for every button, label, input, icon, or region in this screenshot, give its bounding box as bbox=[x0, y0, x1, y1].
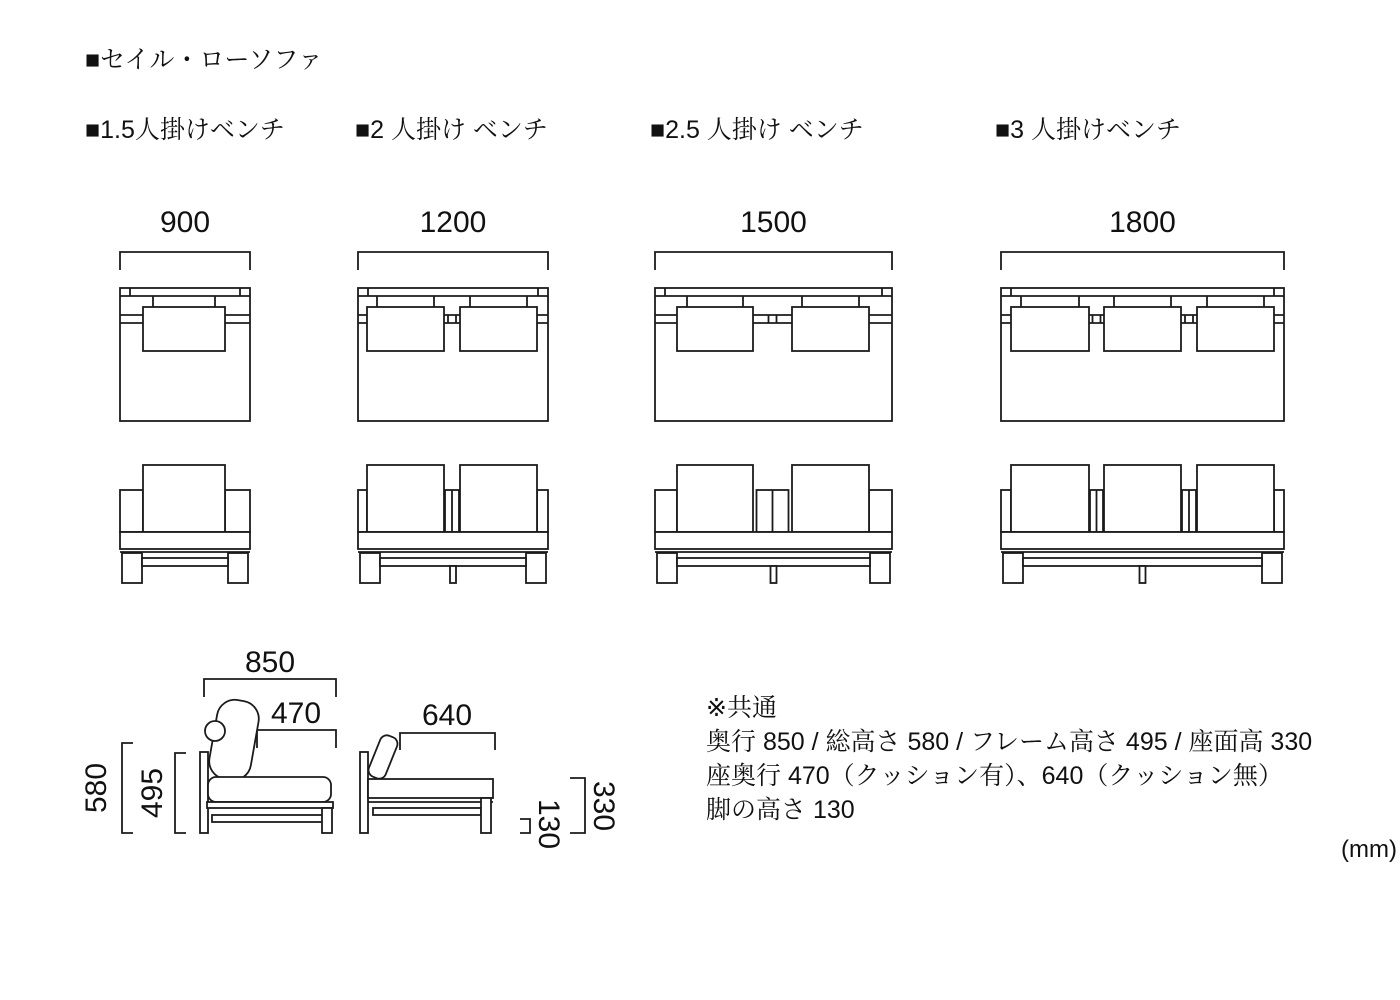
unit-label: (mm) bbox=[1341, 836, 1397, 863]
back-cushion-front bbox=[677, 465, 753, 532]
back-cushion-top bbox=[460, 307, 537, 351]
side-view-with-cushion bbox=[80, 646, 336, 833]
back-cushion-front bbox=[143, 465, 225, 532]
common-notes bbox=[706, 694, 1312, 824]
center-support-leg bbox=[771, 566, 777, 583]
width-dimension-label: 1200 bbox=[419, 206, 487, 239]
section-label: ■2.5 人掛け ベンチ bbox=[650, 116, 864, 144]
top-view bbox=[358, 288, 548, 421]
back-cushion-top bbox=[1104, 307, 1181, 351]
variant-2-seat-bench bbox=[355, 116, 548, 583]
back-cushion-front bbox=[792, 465, 869, 532]
stretcher-rail bbox=[142, 558, 228, 566]
leg bbox=[228, 553, 248, 583]
seat-cushion-front bbox=[120, 532, 250, 549]
leg bbox=[870, 553, 890, 583]
back-cushion-front bbox=[367, 465, 444, 532]
front-leg bbox=[322, 808, 332, 833]
stretcher-rail bbox=[677, 558, 870, 566]
back-cushion-top bbox=[1011, 307, 1089, 351]
width-dimension-bracket bbox=[1001, 252, 1284, 270]
center-support-leg bbox=[450, 566, 456, 583]
seat-cushion-front bbox=[655, 532, 892, 549]
seat-frame-band bbox=[368, 779, 493, 798]
section-label: ■1.5人掛けベンチ bbox=[85, 116, 285, 144]
leg bbox=[1262, 553, 1282, 583]
back-post bbox=[358, 490, 367, 532]
width-dimension-bracket bbox=[655, 252, 892, 270]
section-label: ■3 人掛けベンチ bbox=[995, 116, 1181, 144]
width-dimension-bracket bbox=[120, 252, 250, 270]
leg bbox=[360, 553, 380, 583]
back-cushion-front bbox=[1011, 465, 1089, 532]
notes-heading: ※共通 bbox=[706, 694, 777, 722]
seat-cushion-side bbox=[208, 777, 331, 802]
variant-3-seat-bench bbox=[995, 116, 1284, 583]
back-pad-side bbox=[366, 733, 399, 781]
stretcher-rail bbox=[1023, 558, 1262, 566]
neck-roll-pillow bbox=[205, 721, 225, 741]
section-label: ■2 人掛け ベンチ bbox=[355, 116, 548, 144]
notes-line: 座奥行 470（クッション有）、640（クッション無） bbox=[706, 762, 1283, 790]
width-dimension-label: 1800 bbox=[1109, 206, 1176, 239]
front-view bbox=[120, 465, 250, 583]
back-cushion-front bbox=[460, 465, 537, 532]
back-cushion-top bbox=[367, 307, 444, 351]
width-dimension-label: 1500 bbox=[740, 206, 807, 239]
back-cushion-front bbox=[1197, 465, 1274, 532]
stretcher-rail bbox=[380, 558, 526, 566]
back-post bbox=[869, 490, 892, 532]
stretcher-side bbox=[212, 815, 324, 822]
page-title: ■セイル・ローソファ bbox=[85, 46, 323, 74]
center-support-leg bbox=[1140, 566, 1146, 583]
depth-dimension-label: 850 bbox=[244, 646, 296, 679]
variant-2.5-seat-bench bbox=[650, 116, 892, 583]
top-view bbox=[1001, 288, 1284, 421]
side-view-without-cushion bbox=[360, 699, 620, 849]
width-dimension-bracket bbox=[358, 252, 548, 270]
seat-height-dimension-label: 330 bbox=[587, 780, 620, 832]
seat-frame-band bbox=[207, 802, 333, 808]
top-view bbox=[655, 288, 892, 421]
variant-1.5-seat-bench bbox=[85, 116, 285, 583]
back-cushion-top bbox=[1197, 307, 1274, 351]
back-pad-shape bbox=[366, 733, 399, 781]
top-view bbox=[120, 288, 250, 421]
front-leg bbox=[481, 798, 491, 833]
leg bbox=[657, 553, 677, 583]
seat-depth-dimension-label: 640 bbox=[421, 699, 473, 732]
seat-height-bracket bbox=[570, 778, 585, 833]
back-post bbox=[1274, 490, 1284, 532]
back-cushion-top bbox=[143, 307, 225, 351]
depth-bracket bbox=[204, 679, 336, 697]
total-height-dimension-label: 580 bbox=[80, 762, 113, 814]
notes-line: 脚の高さ 130 bbox=[706, 796, 855, 824]
seat-depth-dimension-label: 470 bbox=[270, 697, 322, 730]
seat-depth-bracket bbox=[257, 730, 336, 748]
back-cushion-top bbox=[677, 307, 753, 351]
seat-cushion-front bbox=[1001, 532, 1284, 549]
leg-height-bracket bbox=[520, 819, 530, 833]
front-view bbox=[1001, 465, 1284, 583]
front-view bbox=[358, 465, 548, 583]
leg bbox=[1003, 553, 1023, 583]
notes-line: 奥行 850 / 総高さ 580 / フレーム高さ 495 / 座面高 330 bbox=[706, 728, 1313, 756]
total-height-bracket bbox=[122, 743, 133, 833]
leg bbox=[526, 553, 546, 583]
back-cushion-front bbox=[1104, 465, 1181, 532]
back-cushion-top bbox=[792, 307, 869, 351]
seat-cushion-front bbox=[358, 532, 548, 549]
back-post bbox=[655, 490, 677, 532]
back-post bbox=[537, 490, 548, 532]
frame-height-dimension-label: 495 bbox=[136, 767, 169, 819]
leg-height-dimension-label: 130 bbox=[532, 798, 565, 850]
front-view bbox=[655, 465, 892, 583]
width-dimension-label: 900 bbox=[159, 206, 211, 239]
back-post bbox=[360, 752, 368, 833]
back-post bbox=[1001, 490, 1011, 532]
seat-depth-bracket bbox=[400, 733, 495, 750]
back-post bbox=[200, 752, 208, 833]
leg bbox=[122, 553, 142, 583]
back-post bbox=[120, 490, 143, 532]
back-post bbox=[225, 490, 250, 532]
frame-height-bracket bbox=[175, 753, 186, 833]
stretcher-side bbox=[373, 808, 481, 815]
